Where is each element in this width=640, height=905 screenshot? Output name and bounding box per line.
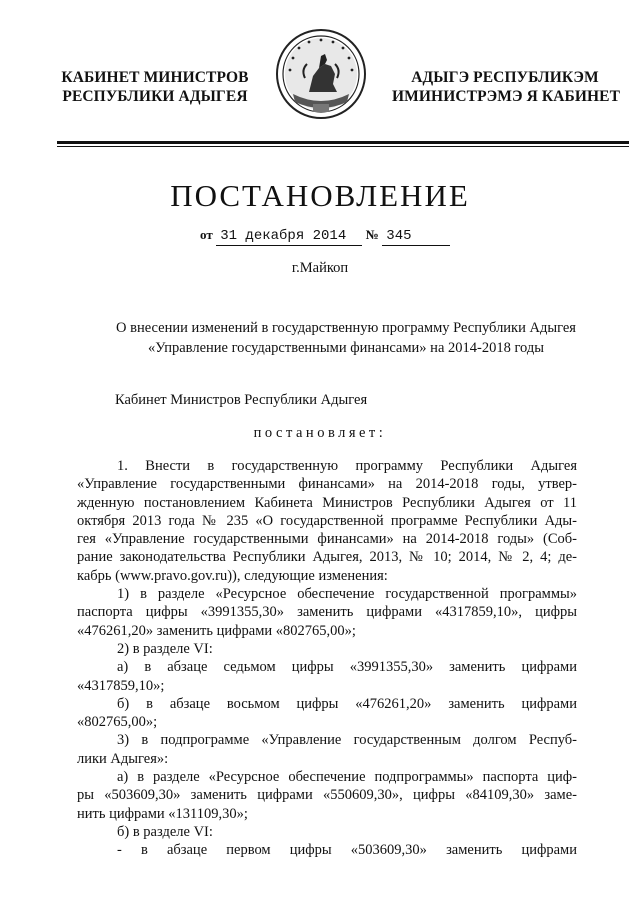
body-line: жденную постановлением Кабинета Министров Республики Адыгея от 11 [77, 494, 577, 511]
body-line: «476261,20» заменить цифрами «802765,00»; [77, 622, 356, 639]
body-line: октября 2013 года № 235 «О государственной программе Республики Ады- [77, 512, 577, 529]
document-subject [60, 318, 632, 358]
body-line: б) в абзаце восьмом цифры «476261,20» заменить цифрами [117, 695, 577, 712]
date-value: 31 декабря 2014 [216, 228, 362, 246]
resolve-word: постановляет: [253, 425, 387, 441]
date-prefix: от [200, 227, 213, 242]
body-line: «802765,00»; [77, 714, 158, 731]
body-line: нить цифрами «131109,30»; [77, 805, 248, 822]
body-line: 1) в разделе «Ресурсное обеспечение государственной программы» [117, 586, 577, 603]
body-line: кабрь (www.pravo.gov.ru)), следующие изменения: [77, 567, 388, 584]
header-right [392, 68, 621, 106]
document-title: ПОСТАНОВЛЕНИЕ [170, 178, 470, 213]
body-line: 1. Внести в государственную программу Республики Адыгея [117, 458, 577, 474]
body-line: лики Адыгея»: [77, 750, 169, 767]
body-line: а) в абзаце седьмом цифры «3991355,30» заменить цифрами [117, 659, 577, 676]
body-line: рание законодательства Республики Адыгея, 2013, № 10; 2014, № 2, 4; де- [77, 549, 577, 566]
city: г.Майкоп [291, 260, 349, 276]
header-right-line1: АДЫГЭ РЕСПУБЛИКЭМ [411, 69, 599, 86]
body-line: ры «503609,30» заменить цифрами «550609,30», цифры «84109,30» заме- [77, 787, 577, 804]
number-prefix: № [365, 227, 379, 242]
preamble: Кабинет Министров Республики Адыгея [115, 392, 368, 408]
header-right-line2: ИМИНИСТРЭМЭ Я КАБИНЕТ [392, 88, 621, 105]
body-line: паспорта цифры «3991355,30» заменить цифрами «4317859,10», цифры [77, 604, 577, 621]
document-body [77, 457, 577, 860]
header-divider-thick [57, 141, 629, 144]
body-line: б) в разделе VI: [117, 823, 213, 840]
body-line: «Управление государственными финансами» на 2014-2018 годы, утвер- [77, 476, 577, 493]
body-line: 3) в подпрограмме «Управление государственным долгом Респуб- [117, 732, 577, 749]
header-left [60, 68, 250, 106]
body-line: а) в разделе «Ресурсное обеспечение подпрограммы» паспорта циф- [117, 769, 577, 786]
body-line: «4317859,10»; [77, 677, 165, 694]
body-line: гея «Управление государственными финансами» на 2014-2018 годы» (Соб- [77, 531, 577, 548]
body-line: - в абзаце первом цифры «503609,30» заменить цифрами [117, 842, 577, 859]
coat-of-arms-icon [275, 28, 367, 120]
header-divider-thin [57, 146, 629, 147]
header-left-line2: РЕСПУБЛИКИ АДЫГЕЯ [62, 88, 248, 105]
subject-line: О внесении изменений в государственную программу Республики Адыгея [116, 320, 576, 336]
subject-line: «Управление государственными финансами» на 2014-2018 годы [147, 340, 544, 356]
body-line: 2) в разделе VI: [117, 640, 213, 657]
date-number-line [200, 227, 450, 246]
number-value: 345 [382, 228, 450, 246]
header-left-line1: КАБИНЕТ МИНИСТРОВ [61, 69, 249, 86]
